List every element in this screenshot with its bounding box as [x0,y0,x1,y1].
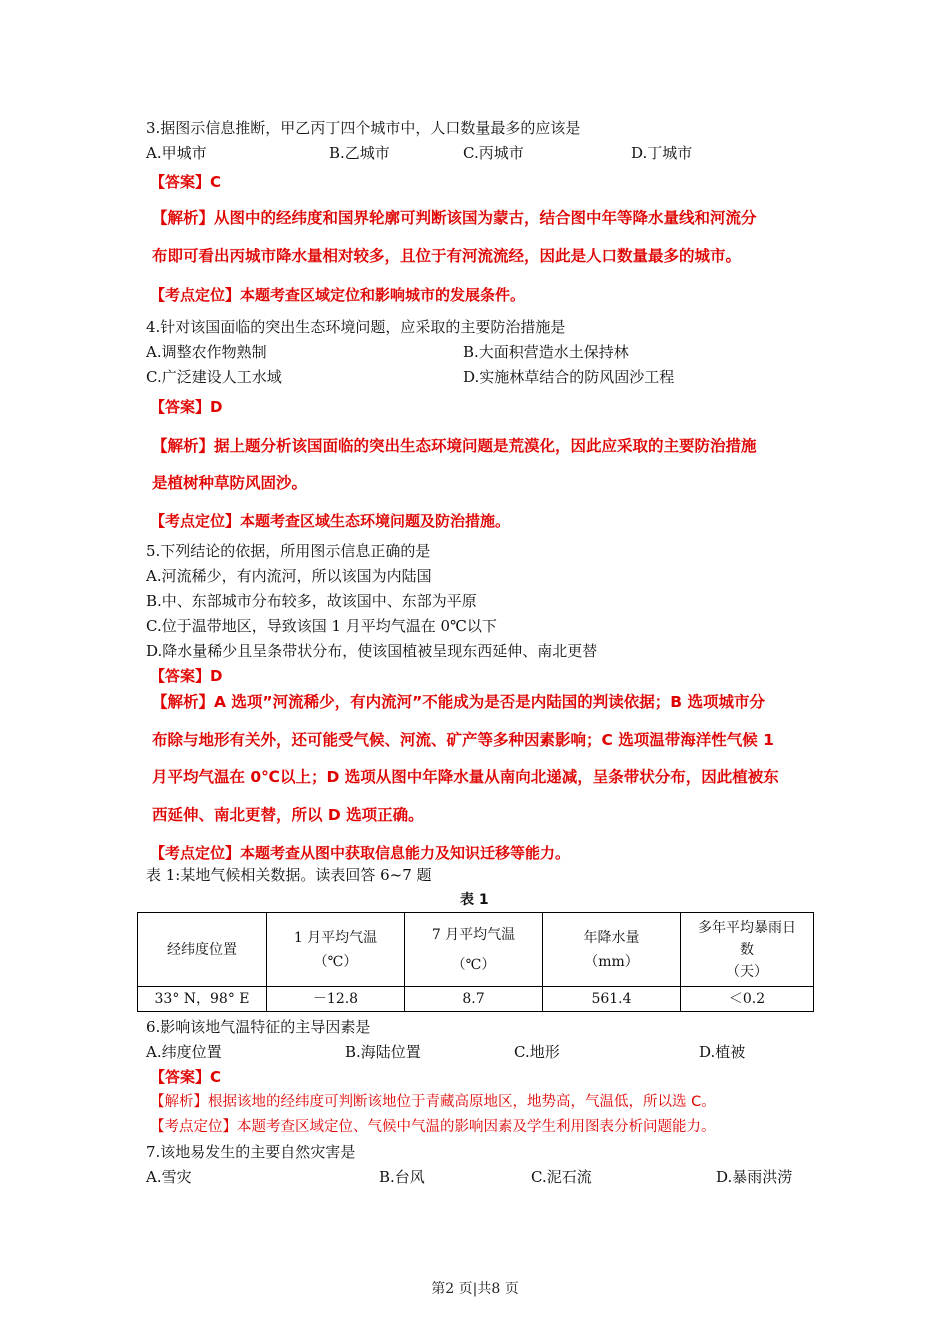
q6-answer: 【答案】C [150,1068,222,1086]
header-text: 经纬度位置 [167,941,237,958]
header-text: 多年平均暴雨日 [698,919,796,936]
q3-option-a: A.甲城市 [146,144,207,162]
q7-option-c: C.泥石流 [531,1168,592,1186]
table-caption: 表 1 [460,892,489,908]
q4-analysis-line: 【解析】据上题分析该国面临的突出生态环境问题是荒漠化，因此应采取的主要防治措施 [152,437,757,455]
q5-stem: 5.下列结论的依据，所用图示信息正确的是 [146,542,431,560]
header-cell-location [138,913,267,987]
q4-point: 【考点定位】本题考查区域生态环境问题及防治措施。 [150,512,511,530]
table-cell: 8.7 [405,987,543,1012]
q3-analysis-line: 【解析】从图中的经纬度和国界轮廓可判断该国为蒙古，结合图中年等降水量线和河流分 [152,209,757,227]
q6-option-c: C.地形 [514,1043,560,1061]
q6-option-d: D.植被 [699,1043,746,1061]
q4-option-b: B.大面积营造水土保持林 [463,343,629,361]
q5-analysis-line: 布除与地形有关外，还可能受气候、河流、矿产等多种因素影响；C 选项温带海洋性气候 1 [152,731,774,749]
climate-table [137,912,814,1012]
header-cell-precip [543,913,681,987]
q5-analysis-line: 西延伸、南北更替，所以 D 选项正确。 [152,806,424,824]
q7-option-a: A.雪灾 [146,1168,192,1186]
table-row [138,987,814,1012]
table-header-row [138,913,814,987]
header-text: 数 [740,941,754,958]
q4-answer: 【答案】D [150,398,223,416]
q5-point: 【考点定位】本题考查从图中获取信息能力及知识迁移等能力。 [150,844,571,862]
q7-option-d: D.暴雨洪涝 [716,1168,793,1186]
header-cell-jan-temp [267,913,405,987]
page-footer: 第2 页|共8 页 [431,1281,519,1297]
table-cell: －12.8 [267,987,405,1012]
q5-option-b: B.中、东部城市分布较多，故该国中、东部为平原 [146,592,477,610]
q4-option-c: C.广泛建设人工水域 [146,368,282,386]
table-cell: ＜0.2 [681,987,814,1012]
header-cell-rainstorm-days [681,913,814,987]
q6-stem: 6.影响该地气温特征的主导因素是 [146,1018,371,1036]
table-cell: 33° N，98° E [138,987,267,1012]
q6-option-a: A.纬度位置 [146,1043,222,1061]
q5-option-c: C.位于温带地区，导致该国 1 月平均气温在 0℃以下 [146,617,497,635]
q4-option-d: D.实施林草结合的防风固沙工程 [463,368,675,386]
header-unit: （天） [726,963,768,980]
header-text: 7 月平均气温 [431,926,516,943]
q6-point: 【考点定位】本题考查区域定位、气候中气温的影响因素及学生利用图表分析问题能力。 [150,1119,716,1135]
q3-option-c: C.丙城市 [463,144,524,162]
header-unit: （mm） [584,953,639,970]
table-intro: 表 1:某地气候相关数据。读表回答 6~7 题 [146,866,432,884]
q4-option-a: A.调整农作物熟制 [146,343,267,361]
q5-analysis-line: 月平均气温在 0℃以上；D 选项从图中年降水量从南向北递减，呈条带状分布，因此植被东 [152,768,779,786]
table-cell: 561.4 [543,987,681,1012]
q3-option-d: D.丁城市 [631,144,693,162]
q3-stem: 3.据图示信息推断，甲乙丙丁四个城市中，人口数量最多的应该是 [146,119,581,137]
q3-answer: 【答案】C [150,173,222,191]
q4-stem: 4.针对该国面临的突出生态环境问题，应采取的主要防治措施是 [146,318,566,336]
q6-analysis: 【解析】根据该地的经纬度可判断该地位于青藏高原地区，地势高，气温低，所以选 C。 [150,1094,716,1110]
q5-analysis-line: 【解析】A 选项”河流稀少，有内流河”不能成为是否是内陆国的判读依据；B 选项城市分 [152,693,765,711]
q5-option-d: D.降水量稀少且呈条带状分布，使该国植被呈现东西延伸、南北更替 [146,642,598,660]
header-text: 年降水量 [583,929,640,946]
header-unit: （℃） [451,956,496,973]
q4-analysis-line: 是植树种草防风固沙。 [152,474,308,492]
q3-point: 【考点定位】本题考查区域定位和影响城市的发展条件。 [150,286,526,304]
q5-answer: 【答案】D [150,667,223,685]
q7-option-b: B.台风 [379,1168,425,1186]
q7-stem: 7.该地易发生的主要自然灾害是 [146,1143,356,1161]
q6-option-b: B.海陆位置 [345,1043,421,1061]
header-text: 1 月平均气温 [293,929,378,946]
header-cell-jul-temp [405,913,543,987]
header-unit: （℃） [313,953,358,970]
q3-option-b: B.乙城市 [329,144,390,162]
q3-analysis-line: 布即可看出丙城市降水量相对较多，且位于有河流流经，因此是人口数量最多的城市。 [152,247,742,265]
q5-option-a: A.河流稀少，有内流河，所以该国为内陆国 [146,567,432,585]
